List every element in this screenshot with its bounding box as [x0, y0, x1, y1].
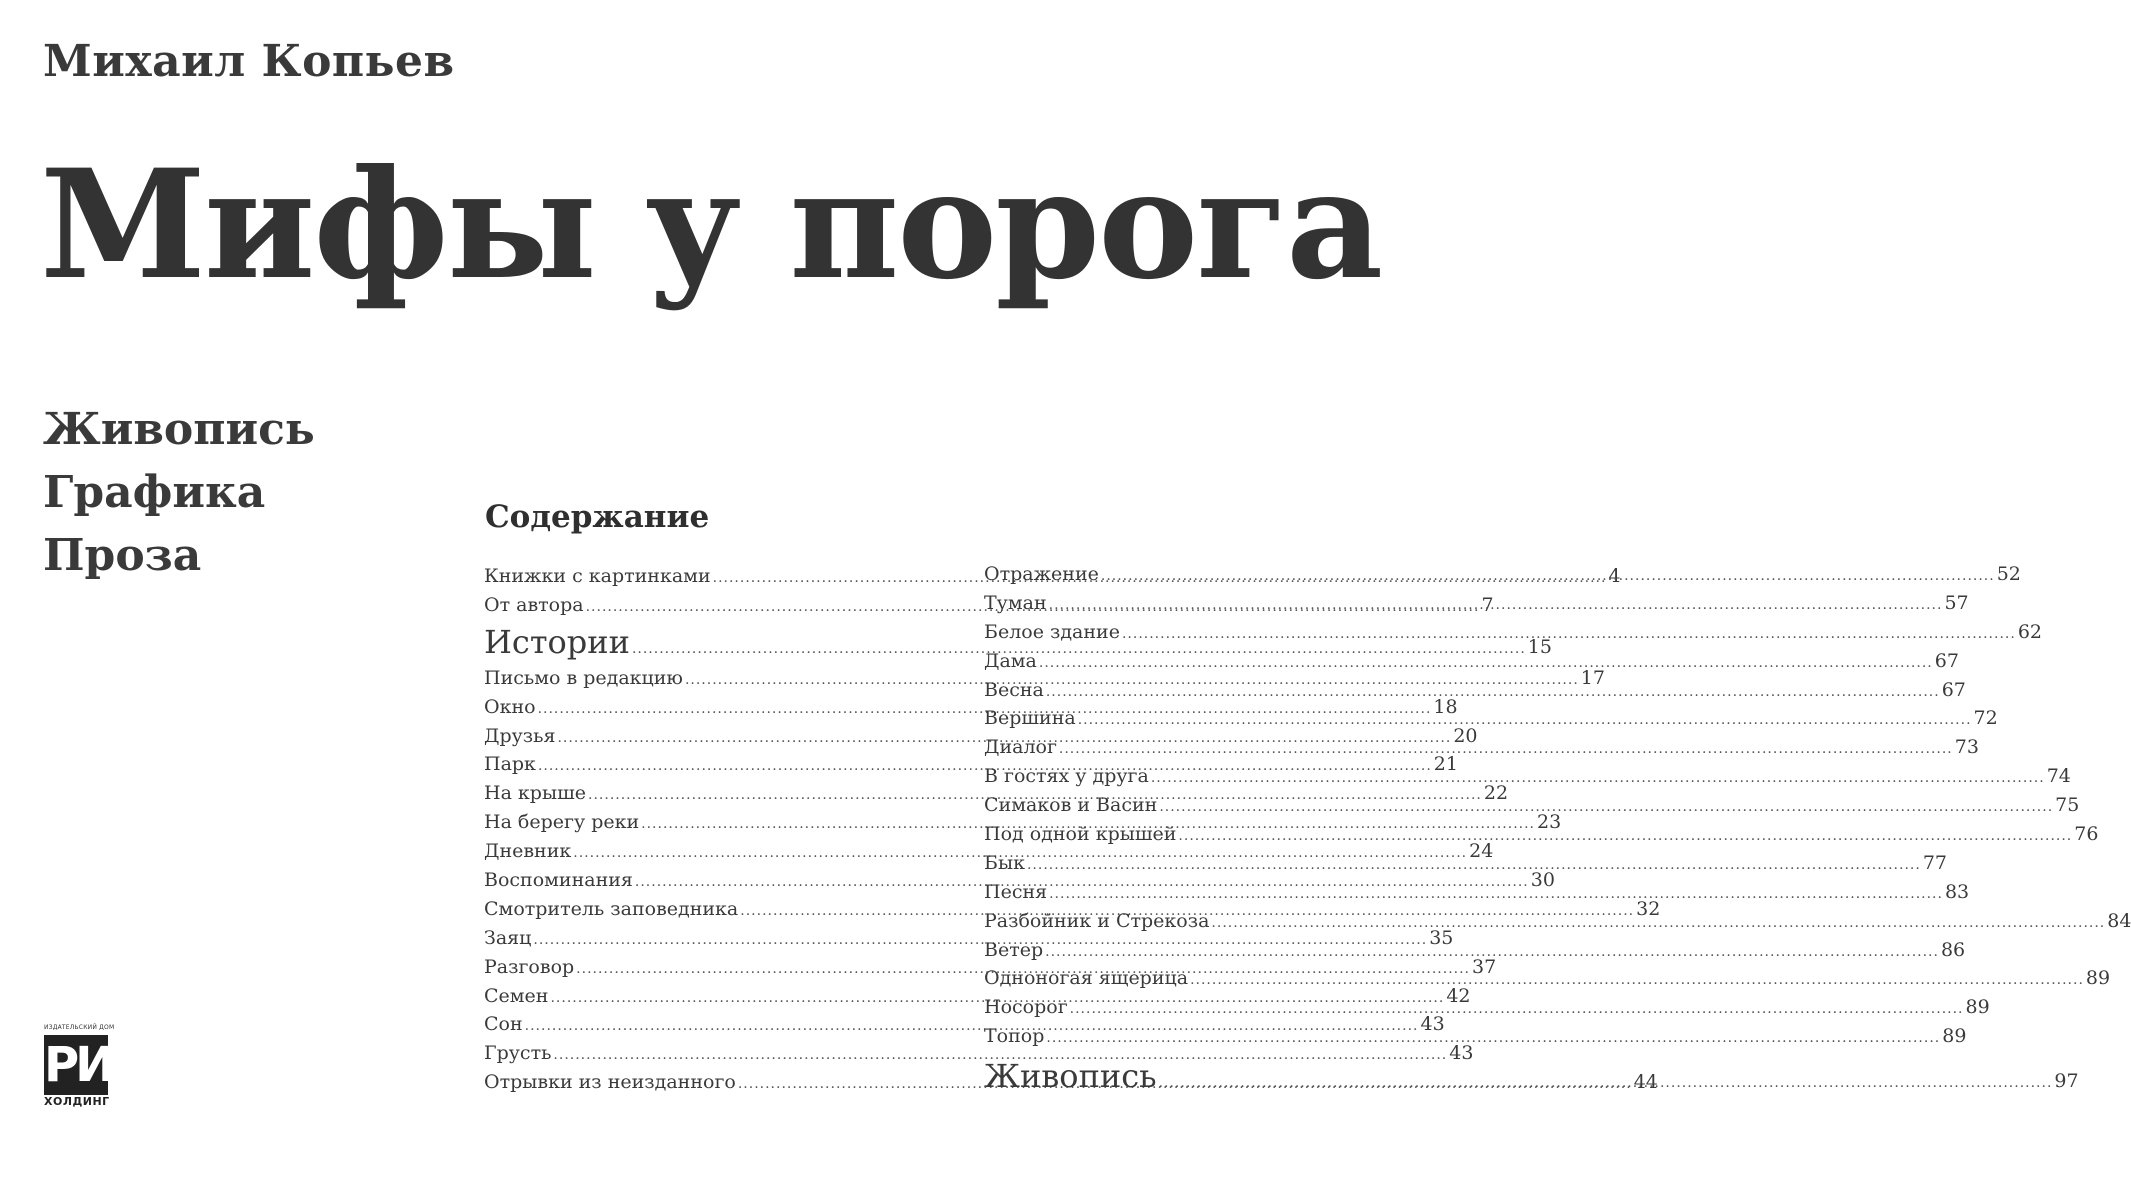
- toc-leader-dots: [1101, 562, 1995, 591]
- toc-entry-page: 15: [1527, 635, 1552, 658]
- toc-entry-page: 83: [1944, 880, 1970, 903]
- toc-entry-title: Разбойник и Стрекоза: [984, 909, 1210, 932]
- toc-entry-page: 89: [2085, 967, 2111, 990]
- toc-entry-title: Письмо в редакцию: [484, 666, 683, 689]
- toc-entry-title: Истории: [484, 622, 630, 661]
- toc-leader-dots: [1211, 909, 2105, 938]
- toc-leader-dots: [1070, 995, 1964, 1024]
- toc-entry-title: Одноногая ящерица: [984, 967, 1189, 990]
- toc-leader-dots: [1027, 851, 1921, 880]
- toc-entry: [984, 647, 1959, 676]
- toc-leader-dots: [1159, 1061, 2053, 1105]
- toc-entry-page: 84: [2107, 909, 2131, 932]
- toc-entry: [984, 560, 2021, 589]
- subtitle-painting: Живопись: [43, 404, 315, 455]
- toc-entry-title: Туман: [984, 591, 1047, 614]
- toc-leader-dots: [1049, 880, 1943, 909]
- book-title: Мифы у порога: [40, 137, 1382, 313]
- toc-entry-page: 35: [1429, 926, 1454, 949]
- toc-entry-page: 24: [1469, 840, 1494, 863]
- toc-leader-dots: [1046, 678, 1940, 707]
- toc-entry-title: Парк: [484, 753, 536, 776]
- toc-entry-title: Бык: [984, 851, 1025, 874]
- toc-entry-title: Сон: [484, 1013, 523, 1036]
- toc-leader-dots: [1039, 649, 1933, 678]
- toc-heading: Содержание: [485, 499, 710, 535]
- toc-entry-title: Отражение: [984, 563, 1099, 585]
- toc-entry-page: 43: [1449, 1042, 1474, 1065]
- toc-entry-title: Семен: [484, 984, 549, 1007]
- toc-entry-page: 37: [1472, 955, 1497, 978]
- toc-entry-page: 76: [2074, 823, 2099, 846]
- toc-leader-dots: [1045, 938, 1939, 967]
- toc-entry-title: Весна: [984, 678, 1044, 701]
- toc-entry-title: Симаков и Васин: [984, 794, 1158, 817]
- toc-entry-page: 30: [1530, 869, 1555, 892]
- toc-leader-dots: [1059, 735, 1953, 764]
- publisher-logo-mark: РИП: [44, 1037, 148, 1093]
- toc-entry-title: Грусть: [484, 1042, 552, 1065]
- toc-entry-title: Под одной крышей: [984, 823, 1177, 846]
- toc-entry-title: Вершина: [984, 707, 1076, 730]
- toc-entry-page: 75: [2055, 794, 2080, 817]
- toc-entry-page: 52: [1996, 563, 2021, 585]
- toc-entry-page: 20: [1453, 724, 1478, 747]
- subtitle-list: [43, 398, 315, 587]
- toc-entry-title: Смотритель заповедника: [484, 897, 739, 920]
- toc-entry-page: 62: [2017, 620, 2042, 643]
- toc-leader-dots: [1178, 822, 2072, 851]
- publisher-logo-bottom-text: ХОЛДИНГ: [44, 1095, 110, 1108]
- toc-leader-dots: [1151, 764, 2045, 793]
- toc-entry-page: 97: [2054, 1070, 2079, 1093]
- toc-entry-title: От автора: [484, 593, 584, 616]
- toc-entry-title: Ветер: [984, 938, 1044, 961]
- toc-entry-title: Воспоминания: [484, 869, 633, 892]
- toc-entry-title: Окно: [484, 695, 536, 718]
- toc-entry-page: 4: [1608, 565, 1621, 587]
- toc-leader-dots: [1049, 591, 1943, 620]
- toc-leader-dots: [1078, 706, 1972, 735]
- toc-entry-page: 67: [1934, 649, 1959, 672]
- toc-entry-page: 77: [1922, 851, 1947, 874]
- toc-entry-page: 43: [1420, 1013, 1445, 1036]
- toc-leader-dots: [1190, 966, 2084, 995]
- toc-entry-page: 42: [1446, 984, 1471, 1007]
- toc-entry-page: 22: [1483, 782, 1509, 805]
- toc-entry-page: 17: [1580, 666, 1605, 689]
- toc-entry-page: 89: [1942, 1025, 1967, 1048]
- toc-entry-page: 18: [1433, 695, 1458, 718]
- toc-entry-page: 57: [1944, 591, 1969, 614]
- toc-leader-dots: [1046, 1024, 1940, 1053]
- toc-entry-title: Живопись: [984, 1057, 1157, 1096]
- toc-entry-page: 72: [1973, 707, 1998, 730]
- toc-entry-page: 73: [1954, 736, 1979, 759]
- toc-entry-title: Белое здание: [984, 620, 1120, 643]
- toc-entry: [484, 1039, 1474, 1068]
- toc-entry-title: Друзья: [484, 724, 556, 747]
- toc-entry-title: Книжки с картинками: [484, 565, 711, 587]
- toc-entry-title: На крыше: [484, 782, 587, 805]
- toc-entry-title: На берегу реки: [484, 811, 640, 834]
- subtitle-graphics: Графика: [43, 467, 266, 518]
- toc-entry-title: Дневник: [484, 840, 572, 863]
- toc-entry-page: 67: [1941, 678, 1966, 701]
- toc-entry-page: 89: [1965, 996, 1990, 1019]
- subtitle-prose: Проза: [43, 530, 202, 581]
- toc-entry-page: 7: [1481, 593, 1494, 616]
- toc-entry-title: Носорог: [984, 996, 1068, 1019]
- toc-entry-title: Отрывки из неизданного: [484, 1071, 736, 1094]
- toc-entry-title: Песня: [984, 880, 1048, 903]
- publisher-logo-top-text: ИЗДАТЕЛЬСКИЙ ДОМ: [44, 1024, 115, 1031]
- toc-entry-title: Топор: [984, 1025, 1045, 1048]
- toc-entry-title: Разговор: [484, 955, 575, 978]
- toc-entry-page: 86: [1940, 938, 1966, 961]
- toc-entry-title: Заяц: [484, 926, 532, 949]
- toc-entry-title: В гостях у друга: [984, 765, 1149, 788]
- toc-entry-page: 74: [2046, 765, 2071, 788]
- toc-leader-dots: [1122, 620, 2016, 649]
- toc-entry-page: 23: [1537, 811, 1562, 834]
- toc-entry-page: 21: [1433, 753, 1458, 776]
- publisher-logo: [44, 1024, 148, 1110]
- toc-entry-title: Диалог: [984, 736, 1057, 759]
- toc-leader-dots: [1159, 793, 2053, 822]
- toc-entry: [984, 589, 1969, 618]
- toc-entry-page: 32: [1636, 897, 1661, 920]
- toc-entry-title: Дама: [984, 649, 1037, 672]
- toc-entry-page: 44: [1633, 1071, 1658, 1094]
- author-name: Михаил Копьев: [43, 36, 455, 87]
